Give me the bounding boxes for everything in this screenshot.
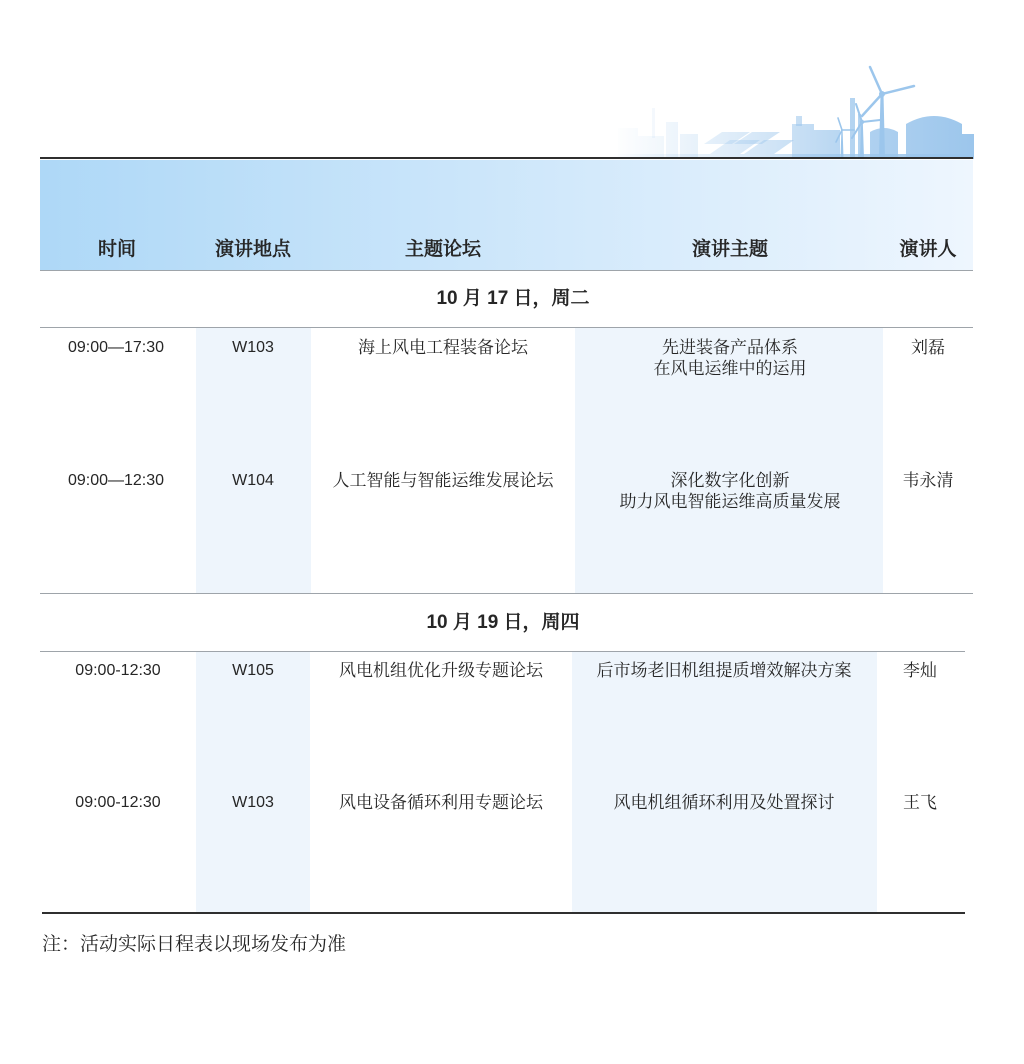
header-cell-forum: 主题论坛 xyxy=(404,239,482,260)
note-text: 注：活动实际日程表以现场发布为准 xyxy=(42,934,347,955)
session-room: W105 xyxy=(232,662,274,679)
session-topic-line: 在风电运维中的运用 xyxy=(653,359,807,378)
session-speaker: 李灿 xyxy=(903,661,937,680)
room-column-shade xyxy=(196,652,310,913)
session-time: 09:00—12:30 xyxy=(67,472,165,489)
session-time: 09:00-12:30 xyxy=(75,794,161,811)
date-label: 10 月 19 日，周四 xyxy=(426,612,580,633)
session-forum: 风电设备循环利用专题论坛 xyxy=(339,793,543,812)
session-topic-line: 深化数字化创新 xyxy=(670,471,790,490)
session-speaker: 韦永清 xyxy=(902,471,954,490)
session-topic-line: 先进装备产品体系 xyxy=(662,338,798,357)
session-room: W104 xyxy=(232,472,274,489)
header-bottom-rule xyxy=(40,270,973,271)
day-separator-rule xyxy=(40,593,973,594)
header-cell-topic: 演讲主题 xyxy=(691,239,769,260)
header-cell-speaker: 演讲人 xyxy=(899,239,957,260)
room-column-shade xyxy=(196,328,311,593)
table-header xyxy=(40,160,973,270)
session-forum: 海上风电工程装备论坛 xyxy=(358,338,528,357)
session-topic xyxy=(654,337,807,379)
session-forum: 人工智能与智能运维发展论坛 xyxy=(332,471,554,490)
session-forum: 风电机组优化升级专题论坛 xyxy=(339,661,543,680)
session-topic xyxy=(620,470,841,512)
session-room: W103 xyxy=(232,339,274,356)
session-speaker: 刘磊 xyxy=(911,338,945,357)
session-topic xyxy=(597,660,852,681)
session-time: 09:00—17:30 xyxy=(67,339,165,356)
table-bottom-rule xyxy=(42,912,965,914)
table-top-rule xyxy=(40,157,973,159)
session-topic xyxy=(614,792,835,813)
session-speaker: 王飞 xyxy=(903,793,937,812)
session-topic-line: 助力风电智能运维高质量发展 xyxy=(619,492,841,511)
skyline-buildings xyxy=(612,98,974,159)
session-topic-line: 后市场老旧机组提质增效解决方案 xyxy=(596,661,852,680)
session-room: W103 xyxy=(232,794,274,811)
session-time: 09:00-12:30 xyxy=(75,662,161,679)
date-label: 10 月 17 日，周二 xyxy=(436,288,590,309)
skyline-illustration xyxy=(612,62,974,159)
header-cell-room: 演讲地点 xyxy=(214,239,292,260)
header-cell-time: 时间 xyxy=(97,239,137,260)
topic-column-shade xyxy=(572,652,877,913)
session-topic-line: 风电机组循环利用及处置探讨 xyxy=(613,793,835,812)
